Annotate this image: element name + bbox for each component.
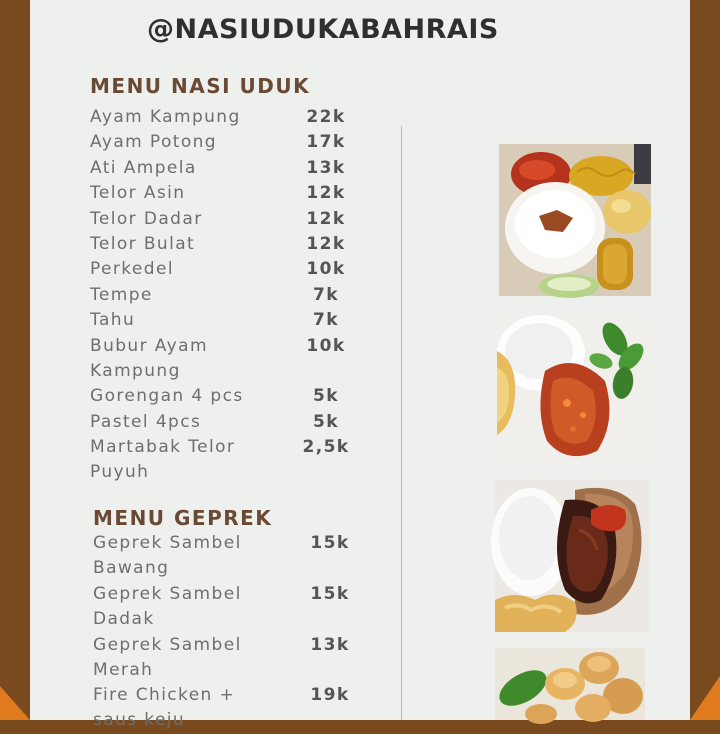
menu-item-price: 19k <box>310 685 350 706</box>
menu-panel <box>30 0 690 731</box>
menu-item-name-line: Telor Asin <box>90 183 186 204</box>
menu-item-name <box>93 531 242 581</box>
menu-item <box>90 156 356 181</box>
menu-item <box>90 410 356 435</box>
menu-item-name <box>90 334 208 384</box>
menu-item <box>90 207 356 232</box>
menu-item-name-line: Tempe <box>90 284 153 305</box>
menu-item <box>90 232 356 257</box>
menu-item-name-line: Geprek Sambel <box>93 533 242 553</box>
menu-item-name-line: Gorengan 4 pcs <box>90 386 244 407</box>
menu-item-price: 2,5k <box>302 437 350 458</box>
corner-decoration-right <box>690 676 720 720</box>
menu-item <box>90 308 356 333</box>
menu-item <box>90 384 356 409</box>
menu-item-price: 15k <box>310 533 350 553</box>
menu-item-name-line: Geprek Sambel <box>93 583 242 604</box>
menu-item-price: 12k <box>306 234 346 254</box>
menu-item-price: 7k <box>313 284 339 305</box>
menu-item <box>93 683 360 734</box>
food-photo-ayam-geprek <box>497 311 651 465</box>
food-photo-dumplings <box>495 648 645 720</box>
menu-item-name-line: Ayam Potong <box>90 132 217 153</box>
menu-item-price: 10k <box>306 259 346 280</box>
menu-item <box>90 435 356 486</box>
menu-item-name <box>90 435 235 485</box>
menu-item-price: 13k <box>306 157 346 178</box>
menu-item-name-line: Telor Bulat <box>90 234 196 254</box>
menu-item-name <box>90 384 244 409</box>
menu-item <box>90 105 356 130</box>
menu-item-name <box>90 207 203 232</box>
menu-item-name <box>90 410 201 435</box>
menu-item-name-line: Tahu <box>90 310 136 331</box>
menu-item <box>90 130 356 155</box>
menu-item-name <box>90 156 197 181</box>
menu-item-name <box>90 283 153 308</box>
menu-item-name-line: Fire Chicken + <box>93 685 236 706</box>
menu-item <box>90 181 356 206</box>
menu-item-name-line: saus keju <box>93 710 186 731</box>
section-title-nasi-uduk: MENU NASI UDUK <box>90 74 311 98</box>
menu-item-name-line: Puyuh <box>90 462 150 483</box>
menu-item-name-line: Kampung <box>90 360 181 381</box>
menu-item-name-line: Martabak Telor <box>90 437 236 458</box>
menu-item-price: 10k <box>306 335 346 356</box>
food-photo-nasi-uduk <box>499 144 651 296</box>
menu-item-name-line: Dadak <box>93 608 155 629</box>
menu-item-price: 13k <box>310 634 350 655</box>
menu-item-name-line: Telor Dadar <box>90 208 203 229</box>
menu-item-price: 22k <box>306 107 346 127</box>
menu-item-name <box>90 105 241 130</box>
menu-item-name-line: Geprek Sambel <box>93 634 242 655</box>
menu-item-name-line: Bubur Ayam <box>90 335 208 356</box>
menu-item-name-line: Ayam Kampung <box>90 107 241 127</box>
menu-item-name-line: Ati Ampela <box>90 157 197 178</box>
menu-item-name-line: Pastel 4pcs <box>90 411 202 432</box>
menu-item-price: 7k <box>313 310 339 331</box>
menu-item <box>90 283 356 308</box>
menu-item-name <box>90 257 174 282</box>
section-title-geprek: MENU GEPREK <box>93 506 273 530</box>
menu-item-name <box>90 232 195 257</box>
menu-item-name-line: Merah <box>93 659 154 680</box>
menu-item-price: 17k <box>306 132 346 153</box>
corner-decoration-left <box>0 686 30 720</box>
menu-item <box>93 531 360 582</box>
menu-item <box>93 633 360 684</box>
menu-item-price: 5k <box>313 411 339 432</box>
menu-item <box>93 582 360 633</box>
menu-item-name <box>90 181 185 206</box>
instagram-handle: @NASIUDUKABAHRAIS <box>147 14 499 45</box>
menu-item-price: 12k <box>306 208 346 229</box>
menu-item-name <box>90 130 217 155</box>
menu-item <box>90 334 356 385</box>
column-divider <box>401 126 402 720</box>
menu-item-name-line: Bawang <box>93 558 170 578</box>
menu-item <box>90 257 356 282</box>
menu-item-price: 12k <box>306 183 346 204</box>
menu-item-price: 15k <box>310 583 350 604</box>
menu-item-name <box>93 582 242 632</box>
menu-item-name-line: Perkedel <box>90 259 174 280</box>
menu-item-name <box>93 633 242 683</box>
menu-item-name <box>93 683 235 733</box>
food-photo-grilled-chicken <box>495 480 649 632</box>
menu-item-name <box>90 308 135 333</box>
menu-item-price: 5k <box>313 386 339 407</box>
